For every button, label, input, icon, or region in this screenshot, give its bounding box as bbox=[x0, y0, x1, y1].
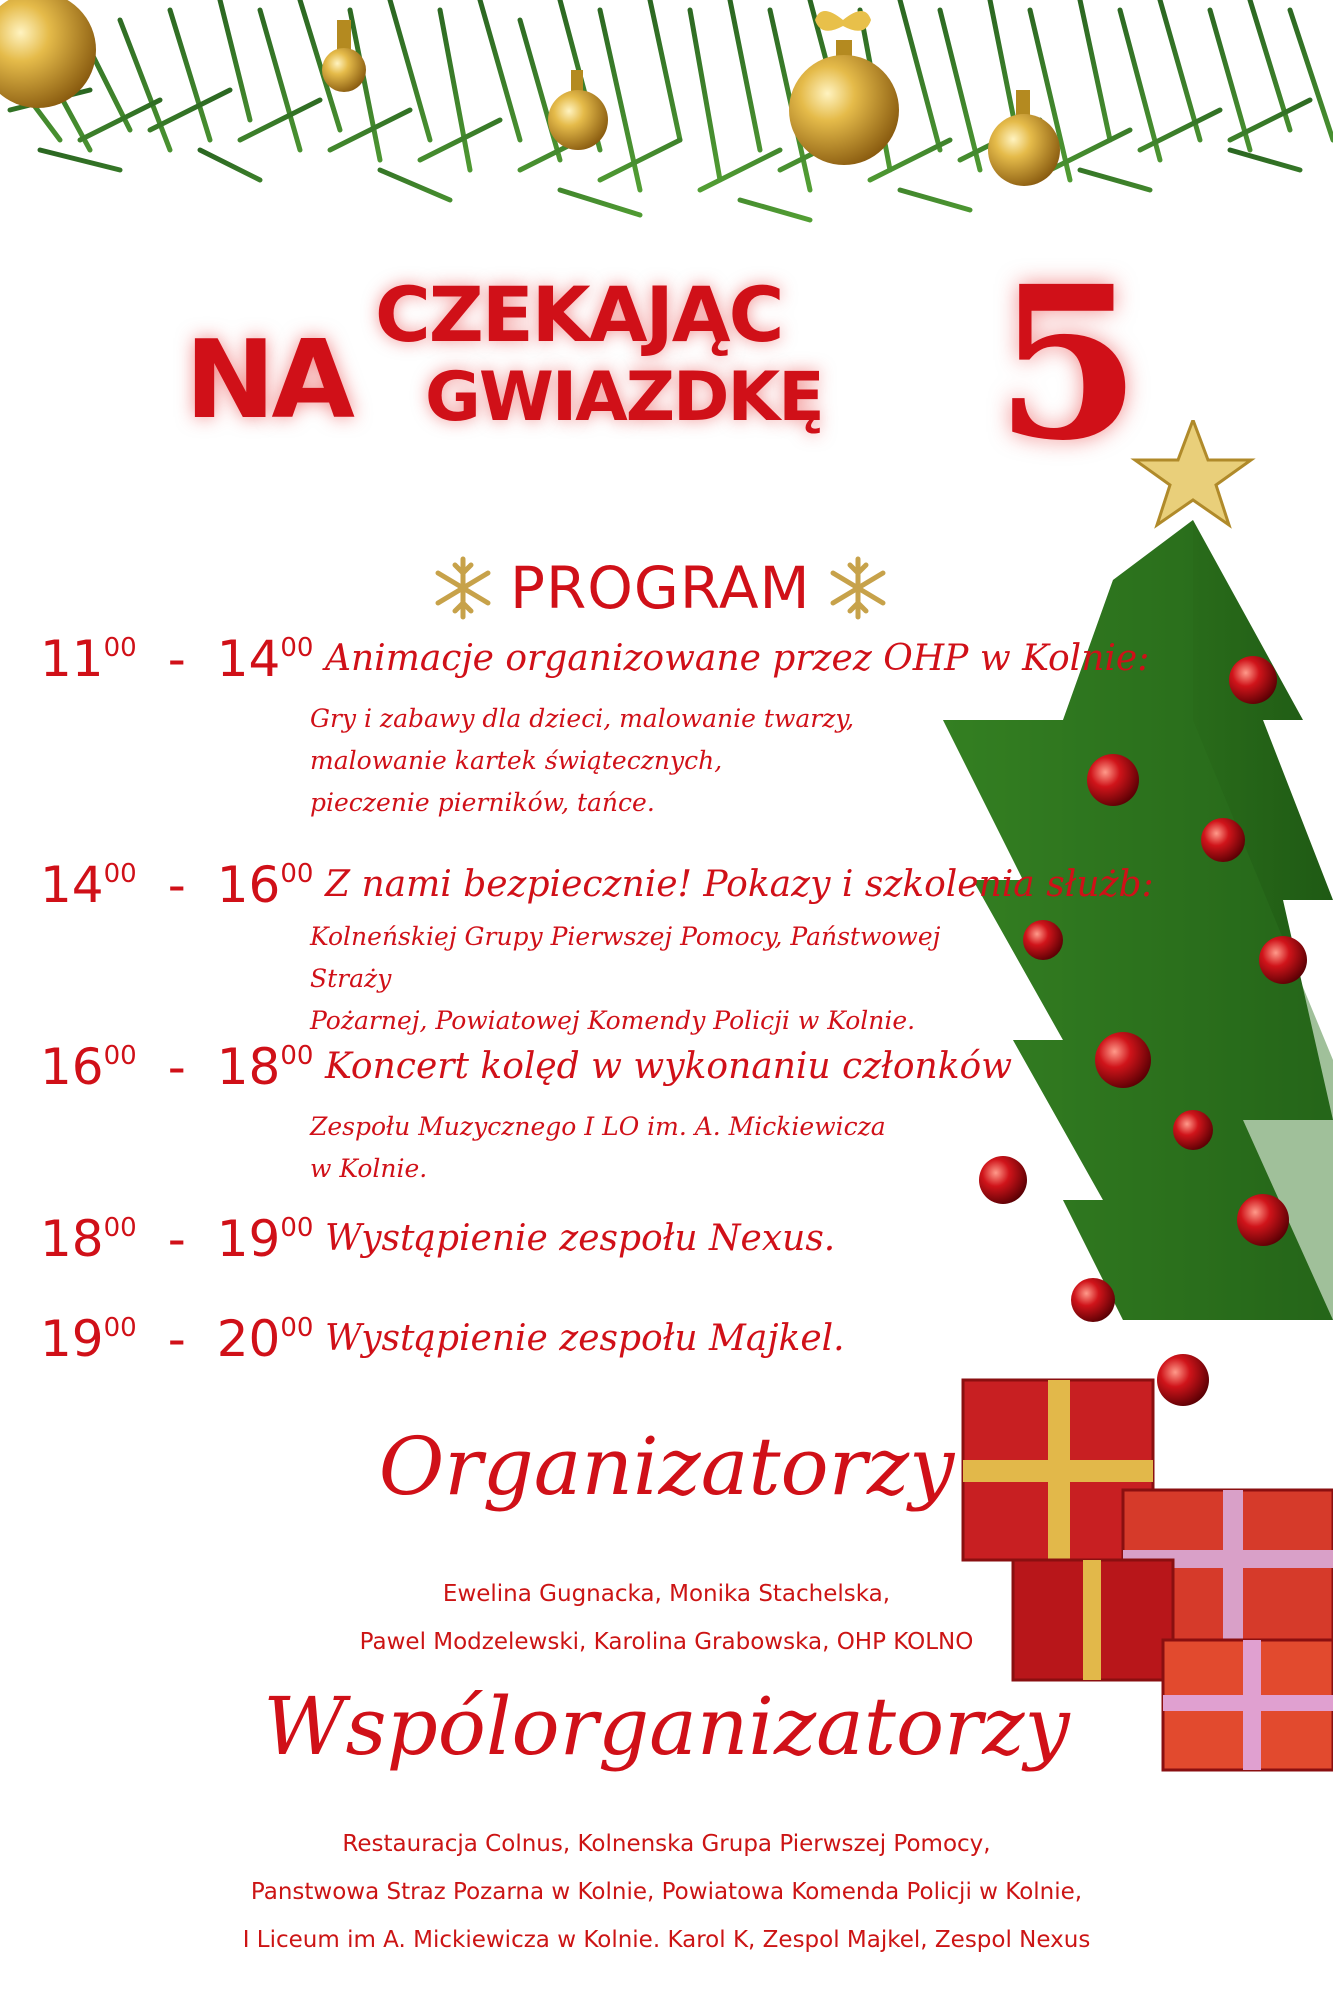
organizers-list: Ewelina Gugnacka, Monika Stachelska, Pawel Modzelewski, Karolina Grabowska, OHP KOLNO bbox=[359, 1581, 974, 1655]
program-heading bbox=[430, 548, 891, 628]
entry-title: Z nami bezpiecznie! Pokazy i szkolenia służb: bbox=[325, 864, 1154, 905]
entry-title: Wystąpienie zespołu Majkel. bbox=[325, 1318, 845, 1359]
time-range: $11^{00} - 14^{00}$ bbox=[40, 630, 314, 688]
coorganizers-list: Restauracja Colnus, Kolnenska Grupa Pierwszej Pomocy, Panstwowa Straz Pozarna w Kolnie, Powiatowa Komenda Policji w Kolnie, I Liceum im A. Mickiewicza w Kolnie. Karol K, Zespol Majkel, Zespol Nexus bbox=[242, 1831, 1091, 1953]
time-range: $16^{00} - 18^{00}$ bbox=[40, 1038, 314, 1096]
coorganizers-heading: Wspólorganizatorzy bbox=[263, 1680, 1070, 1773]
title-line-2: GWIAZDKĘ bbox=[425, 358, 823, 437]
entry-title: Wystąpienie zespołu Nexus. bbox=[325, 1218, 836, 1259]
snowflake-icon bbox=[825, 555, 891, 621]
entry-title: Animacje organizowane przez OHP w Kolnie: bbox=[325, 638, 1150, 679]
entry-details: Kolneńskiej Grupy Pierwszej Pomocy, Państwowej Straży Pożarnej, Powiatowej Komendy Policji w Kolnie. bbox=[310, 922, 941, 1035]
title-edition-number: 5 bbox=[995, 240, 1142, 487]
entry-details: Zespołu Muzycznego I LO im. A. Mickiewicza w Kolnie. bbox=[310, 1112, 886, 1183]
event-title bbox=[175, 240, 1155, 487]
program-heading-label: PROGRAM bbox=[510, 554, 811, 622]
time-range: $18^{00} - 19^{00}$ bbox=[40, 1210, 314, 1268]
time-range: $14^{00} - 16^{00}$ bbox=[40, 856, 314, 914]
organizers-heading: Organizatorzy bbox=[378, 1420, 955, 1513]
title-line-1: CZEKAJĄC bbox=[375, 270, 783, 359]
time-range: $19^{00} - 20^{00}$ bbox=[40, 1310, 314, 1368]
entry-details: Gry i zabawy dla dzieci, malowanie twarzy, malowanie kartek świątecznych, pieczenie pierników, tańce. bbox=[310, 704, 855, 817]
pine-garland-decoration bbox=[0, 0, 1333, 230]
title-prefix: NA bbox=[185, 318, 351, 443]
entry-title: Koncert kolęd w wykonaniu członków bbox=[325, 1046, 1013, 1087]
snowflake-icon bbox=[430, 555, 496, 621]
